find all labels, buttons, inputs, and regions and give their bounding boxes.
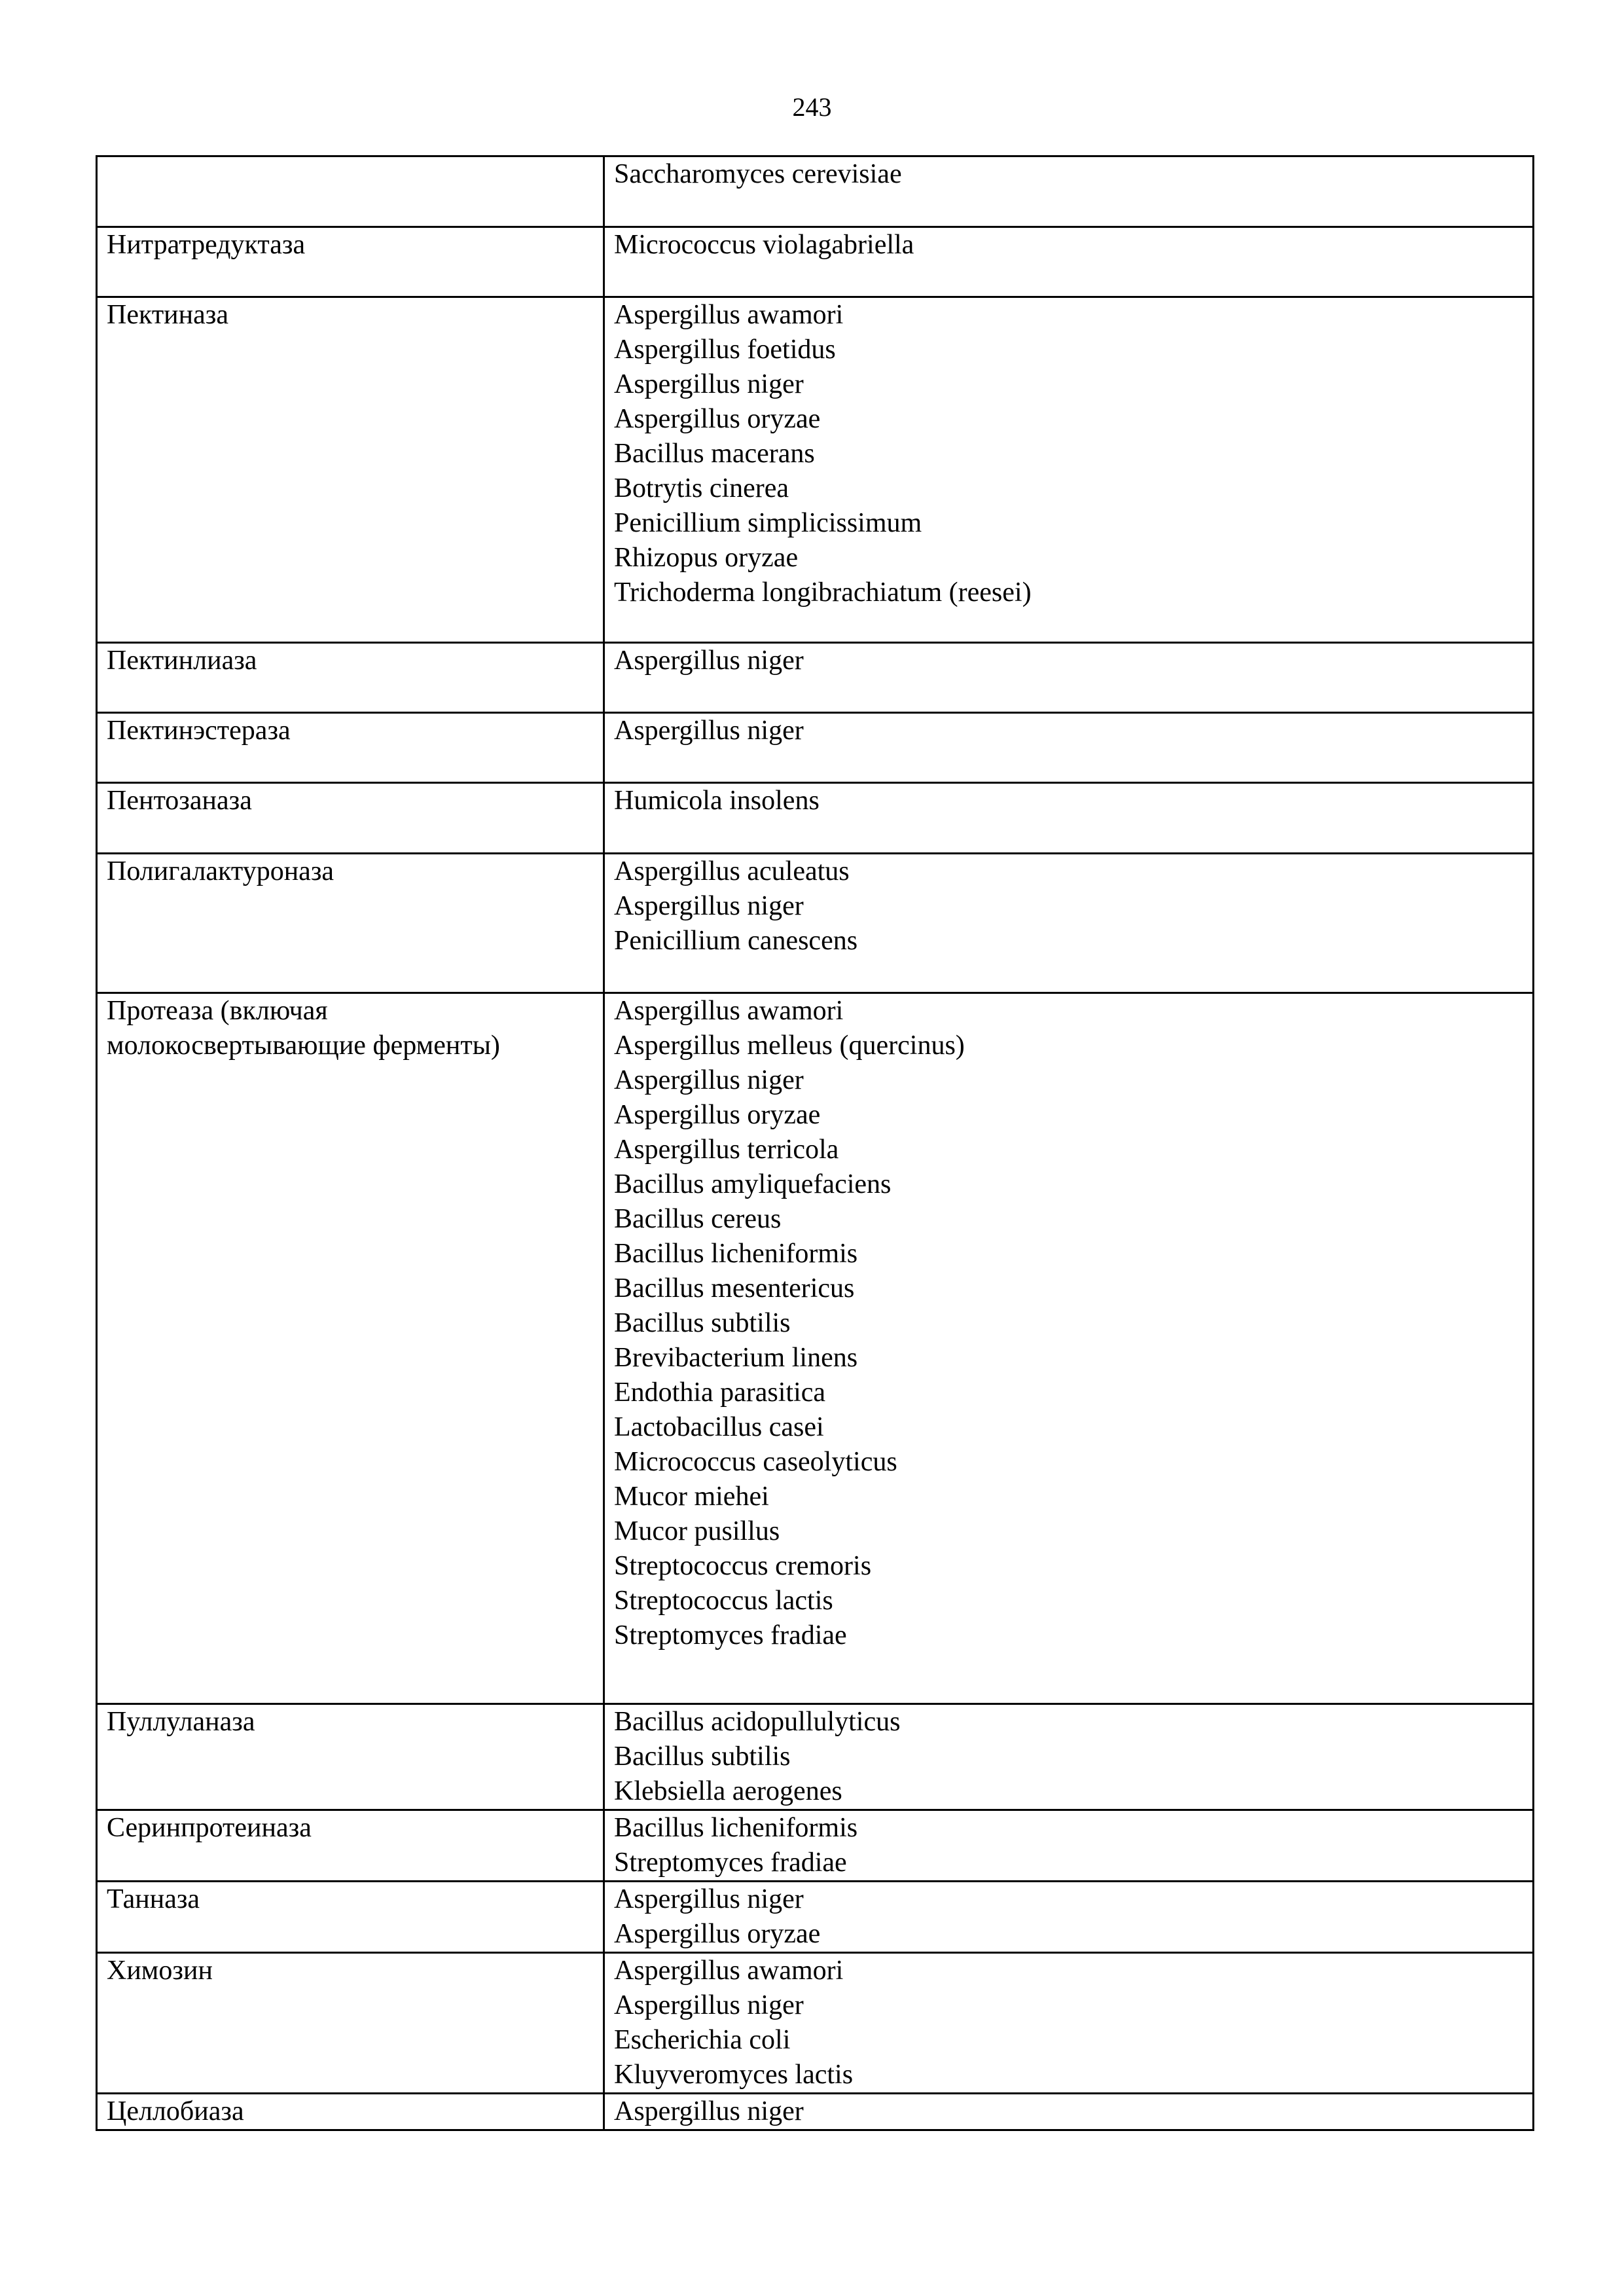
organism-name: Bacillus macerans xyxy=(614,439,815,469)
table-row xyxy=(97,2094,1534,2130)
organism-name: Aspergillus niger xyxy=(614,1065,804,1095)
organisms-cell xyxy=(604,643,1534,713)
organisms-cell xyxy=(604,227,1534,297)
organism-name: Aspergillus aculeatus xyxy=(614,856,850,886)
table-row xyxy=(97,1882,1534,1953)
organism-name: Aspergillus awamori xyxy=(614,996,844,1026)
organism-name: Botrytis cinerea xyxy=(614,473,789,503)
organism-name: Streptococcus lactis xyxy=(614,1586,833,1616)
organism-name: Lactobacillus casei xyxy=(614,1412,824,1442)
organism-name: Aspergillus oryzae xyxy=(614,1100,821,1130)
table-row xyxy=(97,156,1534,227)
organism-name: Bacillus licheniformis xyxy=(614,1239,858,1269)
organism-name: Humicola insolens xyxy=(614,786,820,816)
table-row xyxy=(97,227,1534,297)
organisms-cell xyxy=(604,854,1534,993)
table-row xyxy=(97,297,1534,643)
enzyme-cell xyxy=(97,2094,604,2130)
organism-name: Aspergillus niger xyxy=(614,1884,804,1914)
organism-name: Micrococcus caseolyticus xyxy=(614,1447,897,1477)
organism-name: Mucor pusillus xyxy=(614,1516,780,1546)
organism-name: Kluyveromyces lactis xyxy=(614,2060,854,2090)
enzyme-cell xyxy=(97,297,604,643)
organism-name: Bacillus licheniformis xyxy=(614,1813,858,1843)
organisms-cell xyxy=(604,1953,1534,2094)
organism-name: Escherichia coli xyxy=(614,2025,791,2055)
enzyme-name: Полигалактуроназа xyxy=(107,856,334,886)
enzyme-cell xyxy=(97,854,604,993)
enzyme-cell xyxy=(97,1882,604,1953)
table-row xyxy=(97,713,1534,783)
table-row xyxy=(97,1810,1534,1882)
organism-name: Bacillus mesentericus xyxy=(614,1273,855,1303)
organism-name: Rhizopus oryzae xyxy=(614,543,799,573)
organism-name: Aspergillus melleus (quercinus) xyxy=(614,1030,965,1061)
enzyme-name: Химозин xyxy=(107,1956,213,1986)
organisms-cell xyxy=(604,1704,1534,1810)
organism-name: Aspergillus terricola xyxy=(614,1135,839,1165)
enzyme-cell xyxy=(97,783,604,854)
organism-name: Aspergillus oryzae xyxy=(614,404,821,434)
organism-name: Endothia parasitica xyxy=(614,1377,826,1408)
organism-name: Aspergillus niger xyxy=(614,369,804,399)
organisms-cell xyxy=(604,993,1534,1704)
organism-name: Trichoderma longibrachiatum (reesei) xyxy=(614,577,1032,608)
enzyme-cell xyxy=(97,1704,604,1810)
page-number: 243 xyxy=(792,92,832,122)
organisms-cell xyxy=(604,1810,1534,1882)
organisms-cell xyxy=(604,713,1534,783)
enzyme-cell xyxy=(97,156,604,227)
organism-name: Streptococcus cremoris xyxy=(614,1551,872,1581)
organisms-cell xyxy=(604,1882,1534,1953)
organism-name: Aspergillus niger xyxy=(614,716,804,746)
table-row xyxy=(97,1704,1534,1810)
enzyme-cell xyxy=(97,713,604,783)
organism-name: Streptomyces fradiae xyxy=(614,1848,847,1878)
enzyme-name: Нитратредуктаза xyxy=(107,230,306,260)
organism-name: Aspergillus foetidus xyxy=(614,335,836,365)
enzyme-table-body xyxy=(97,156,1534,2130)
organism-name: Bacillus acidopullulyticus xyxy=(614,1707,901,1737)
enzyme-table xyxy=(96,155,1534,2131)
organism-name: Aspergillus niger xyxy=(614,646,804,676)
enzyme-name: Пектинлиаза xyxy=(107,646,257,676)
enzyme-name: Пектинэстераза xyxy=(107,716,291,746)
organism-name: Penicillium canescens xyxy=(614,926,858,956)
enzyme-cell xyxy=(97,1810,604,1882)
organism-name: Brevibacterium linens xyxy=(614,1343,858,1373)
enzyme-name: Целлобиаза xyxy=(107,2096,244,2126)
enzyme-cell xyxy=(97,993,604,1704)
organism-name: Streptomyces fradiae xyxy=(614,1620,847,1650)
organism-name: Aspergillus oryzae xyxy=(614,1919,821,1949)
table-row xyxy=(97,854,1534,993)
enzyme-name: Танназа xyxy=(107,1884,200,1914)
enzyme-cell xyxy=(97,227,604,297)
organisms-cell xyxy=(604,783,1534,854)
organism-name: Bacillus cereus xyxy=(614,1204,782,1234)
organism-name: Aspergillus niger xyxy=(614,891,804,921)
organism-name: Aspergillus niger xyxy=(614,2096,804,2126)
enzyme-name: Серинпротеиназа xyxy=(107,1813,312,1843)
organism-name: Bacillus subtilis xyxy=(614,1308,791,1338)
table-row xyxy=(97,783,1534,854)
organism-name: Mucor miehei xyxy=(614,1482,769,1512)
organisms-cell xyxy=(604,156,1534,227)
organism-name: Aspergillus awamori xyxy=(614,300,844,330)
enzyme-name: Протеаза (включая молокосвертывающие ферменты) xyxy=(107,996,500,1061)
organism-name: Aspergillus awamori xyxy=(614,1956,844,1986)
organisms-cell xyxy=(604,297,1534,643)
enzyme-name: Пентозаназа xyxy=(107,786,252,816)
organism-name: Bacillus subtilis xyxy=(614,1741,791,1772)
table-row xyxy=(97,643,1534,713)
organism-name: Micrococcus violagabriella xyxy=(614,230,914,260)
organism-name: Saccharomyces cerevisiae xyxy=(614,159,902,189)
organism-name: Aspergillus niger xyxy=(614,1990,804,2020)
enzyme-cell xyxy=(97,1953,604,2094)
enzyme-name: Пуллуланаза xyxy=(107,1707,255,1737)
enzyme-cell xyxy=(97,643,604,713)
organism-name: Penicillium simplicissimum xyxy=(614,508,922,538)
enzyme-name: Пектиназа xyxy=(107,300,229,330)
organism-name: Bacillus amyliquefaciens xyxy=(614,1169,892,1199)
organisms-cell xyxy=(604,2094,1534,2130)
table-row xyxy=(97,993,1534,1704)
organism-name: Klebsiella aerogenes xyxy=(614,1776,842,1806)
table-row xyxy=(97,1953,1534,2094)
